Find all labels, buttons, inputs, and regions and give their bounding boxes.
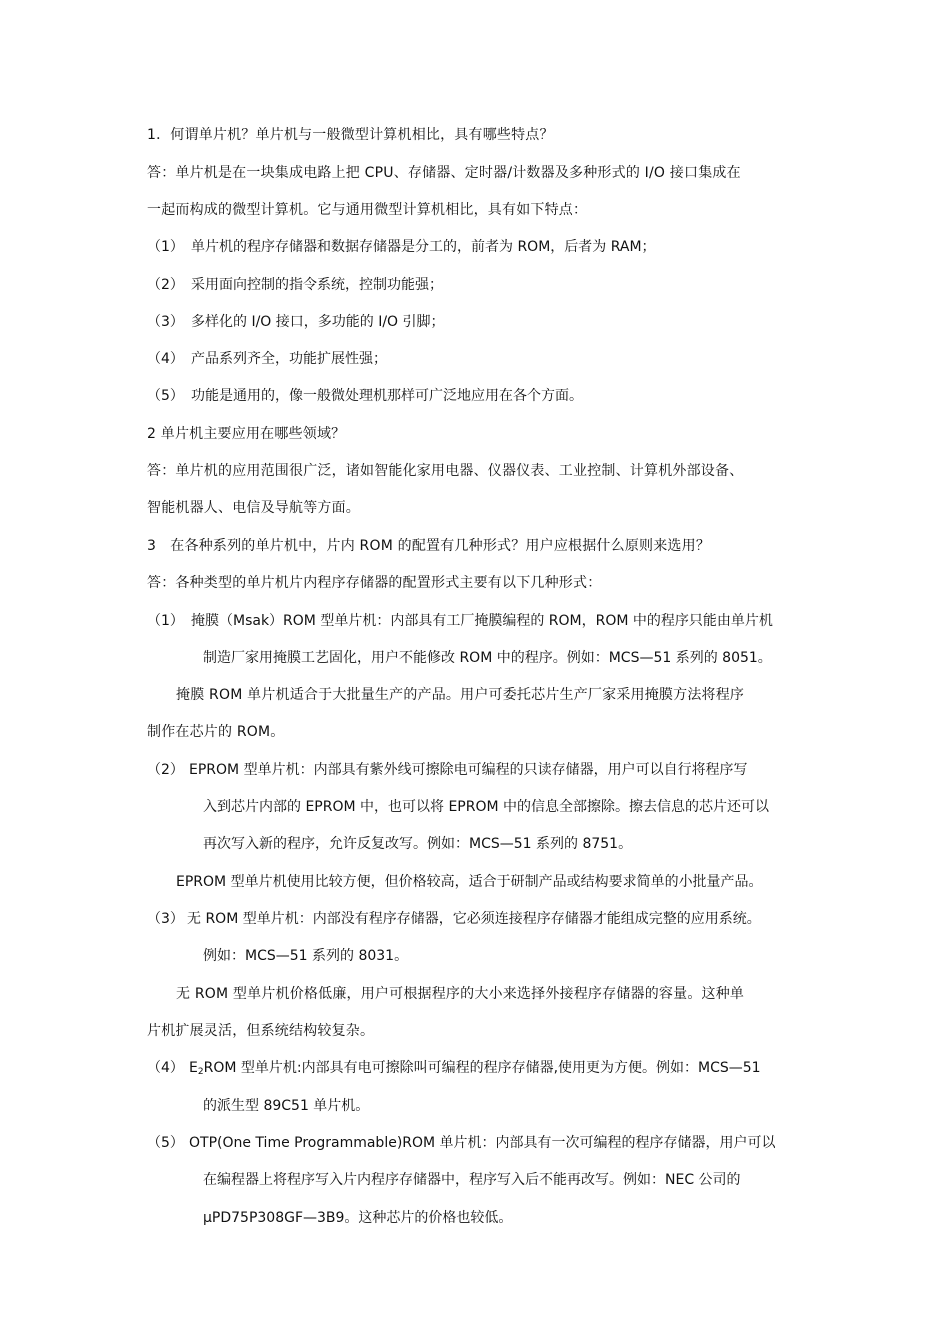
item-4-subscript: 2 [197, 1067, 204, 1077]
list-item-number: （1） [147, 613, 184, 629]
list-item-text: 多样化的 I/O 接口，多功能的 I/O 引脚； [191, 314, 445, 330]
answer-2-line-2: 智能机器人、电信及导航等方面。 [147, 500, 360, 516]
item-3-note-line-2: 片机扩展灵活，但系统结构较复杂。 [147, 1023, 375, 1039]
list-item-number: （2） [147, 277, 184, 293]
question-2-title: 2 单片机主要应用在哪些领域？ [147, 426, 346, 442]
list-item-number: （4） [147, 351, 184, 367]
item-3-line-1: 无 ROM 型单片机：内部没有程序存储器，它必须连接程序存储器才能组成完整的应用系统。 [187, 911, 761, 927]
item-5-line-2: 在编程器上将程序写入片内程序存储器中，程序写入后不能再改写。例如：NEC 公司的 [203, 1172, 741, 1188]
item-1-line-2: 制造厂家用掩膜工艺固化，用户不能修改 ROM 中的程序。例如：MCS—51 系列的 8051。 [203, 650, 772, 666]
item-2-line-1: EPROM 型单片机：内部具有紫外线可擦除电可编程的只读存储器，用户可以自行将程序写 [189, 762, 748, 778]
answer-1-line-2: 一起而构成的微型计算机。它与通用微型计算机相比，具有如下特点： [147, 202, 588, 218]
answer-3-intro: 答：各种类型的单片机片内程序存储器的配置形式主要有以下几种形式： [147, 575, 602, 591]
list-item-number: （1） [147, 239, 184, 255]
item-1-line-1: 掩膜（Msak）ROM 型单片机：内部具有工厂掩膜编程的 ROM，ROM 中的程序只能由单片机 [191, 613, 773, 629]
answer-2-line-1: 答：单片机的应用范围很广泛，诸如智能化家用电器、仪器仪表、工业控制、计算机外部设备、 [147, 463, 744, 479]
item-4-e-letter: E [189, 1060, 198, 1076]
item-1-note-line-1: 掩膜 ROM 单片机适合于大批量生产的产品。用户可委托芯片生产厂家采用掩膜方法将程序 [176, 687, 745, 703]
item-5-line-3: μPD75P308GF—3B9。这种芯片的价格也较低。 [203, 1210, 513, 1226]
question-3-title: 3 在各种系列的单片机中，片内 ROM 的配置有几种形式？用户应根据什么原则来选用？ [147, 538, 711, 554]
list-item-number: （2） [147, 762, 184, 778]
answer-1-line-1: 答：单片机是在一块集成电路上把 CPU、存储器、定时器/计数器及多种形式的 I/O 接口集成在 [147, 165, 741, 181]
item-2-line-3: 再次写入新的程序，允许反复改写。例如：MCS—51 系列的 8751。 [203, 836, 633, 852]
item-5-line-1: OTP(One Time Programmable)ROM 单片机：内部具有一次可编程的程序存储器，用户可以 [189, 1135, 776, 1151]
list-item-text: 功能是通用的，像一般微处理机那样可广泛地应用在各个方面。 [191, 388, 583, 404]
item-1-note-line-2: 制作在芯片的 ROM。 [147, 724, 285, 740]
item-4-line-1-rest: ROM 型单片机:内部具有电可擦除叫可编程的程序存储器,使用更为方便。例如：MCS—51 [203, 1060, 761, 1076]
list-item-text: 采用面向控制的指令系统，控制功能强； [191, 277, 443, 293]
item-4-line-2: 的派生型 89C51 单片机。 [203, 1098, 370, 1114]
list-item-text: 产品系列齐全，功能扩展性强； [191, 351, 387, 367]
question-1-title: 1．何谓单片机？单片机与一般微型计算机相比，具有哪些特点？ [147, 127, 554, 143]
item-4-line-1 [189, 1058, 761, 1082]
list-item-number: （3） [147, 314, 184, 330]
list-item-text: 单片机的程序存储器和数据存储器是分工的，前者为 ROM，后者为 RAM； [191, 239, 656, 255]
list-item-number: （5） [147, 1135, 184, 1151]
list-item-number: （4） [147, 1060, 184, 1076]
item-3-note-line-1: 无 ROM 型单片机价格低廉，用户可根据程序的大小来选择外接程序存储器的容量。这种单 [176, 986, 745, 1002]
item-2-note: EPROM 型单片机使用比较方便，但价格较高，适合于研制产品或结构要求简单的小批量产品。 [176, 874, 763, 890]
list-item-number: （5） [147, 388, 184, 404]
list-item-number: （3） [147, 911, 184, 927]
item-2-line-2: 入到芯片内部的 EPROM 中，也可以将 EPROM 中的信息全部擦除。擦去信息的芯片还可以 [203, 799, 770, 815]
item-3-line-2: 例如：MCS—51 系列的 8031。 [203, 948, 409, 964]
